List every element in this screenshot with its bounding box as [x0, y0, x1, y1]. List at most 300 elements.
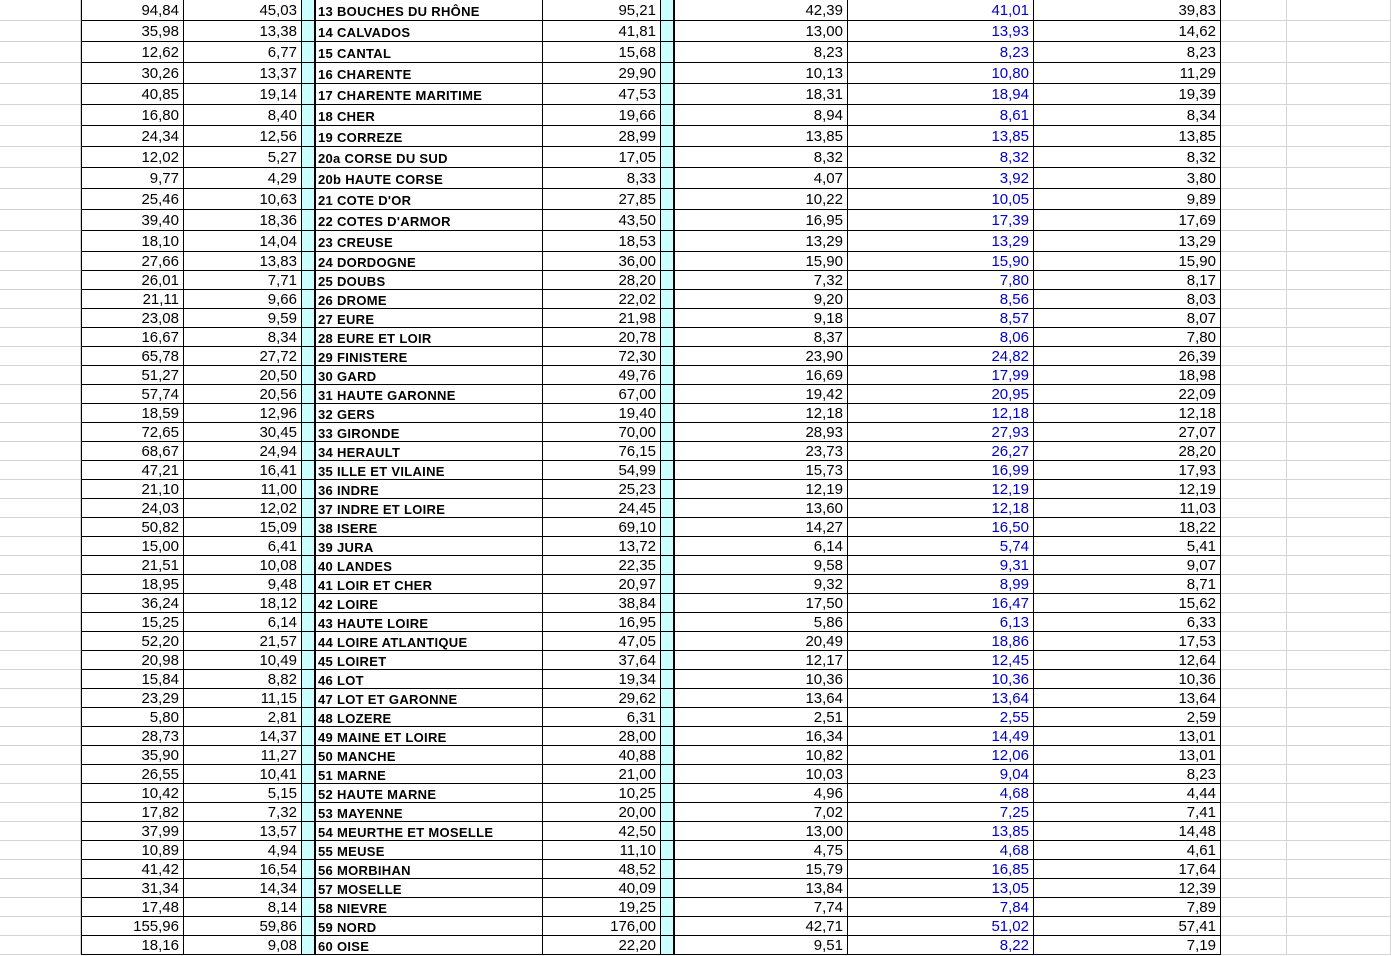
empty-cell[interactable] — [0, 841, 81, 860]
department-name-cell[interactable]: 51 MARNE — [315, 765, 543, 784]
value-col-j-cell[interactable]: 3,80 — [1034, 168, 1221, 189]
value-col-i-cell[interactable]: 16,99 — [848, 461, 1034, 480]
value-col-h-cell[interactable]: 15,90 — [674, 252, 848, 271]
value-col-j-cell[interactable]: 8,23 — [1034, 42, 1221, 63]
empty-cell[interactable] — [1287, 556, 1391, 575]
value-col-j-cell[interactable]: 8,34 — [1034, 105, 1221, 126]
separator-cell[interactable] — [302, 803, 315, 822]
empty-cell[interactable] — [1221, 404, 1287, 423]
value-col-f-cell[interactable]: 41,81 — [543, 21, 661, 42]
separator-cell[interactable] — [302, 252, 315, 271]
empty-cell[interactable] — [1287, 917, 1391, 936]
value-col-i-cell[interactable]: 8,56 — [848, 290, 1034, 309]
empty-cell[interactable] — [1287, 168, 1391, 189]
value-col-h-cell[interactable]: 10,03 — [674, 765, 848, 784]
value-col-j-cell[interactable]: 14,48 — [1034, 822, 1221, 841]
empty-cell[interactable] — [1221, 689, 1287, 708]
empty-cell[interactable] — [1287, 21, 1391, 42]
value-col-c-cell[interactable]: 6,77 — [184, 42, 302, 63]
empty-cell[interactable] — [1287, 803, 1391, 822]
value-col-b-cell[interactable]: 51,27 — [81, 366, 184, 385]
value-col-h-cell[interactable]: 10,22 — [674, 189, 848, 210]
value-col-b-cell[interactable]: 15,00 — [81, 537, 184, 556]
value-col-f-cell[interactable]: 40,09 — [543, 879, 661, 898]
empty-cell[interactable] — [1221, 461, 1287, 480]
value-col-c-cell[interactable]: 10,41 — [184, 765, 302, 784]
department-name-cell[interactable]: 53 MAYENNE — [315, 803, 543, 822]
separator-cell[interactable] — [661, 613, 674, 632]
value-col-f-cell[interactable]: 16,95 — [543, 613, 661, 632]
empty-cell[interactable] — [1221, 518, 1287, 537]
separator-cell[interactable] — [661, 632, 674, 651]
value-col-h-cell[interactable]: 42,39 — [674, 0, 848, 21]
empty-cell[interactable] — [0, 708, 81, 727]
value-col-h-cell[interactable]: 15,73 — [674, 461, 848, 480]
value-col-i-cell[interactable]: 17,39 — [848, 210, 1034, 231]
department-name-cell[interactable]: 26 DROME — [315, 290, 543, 309]
empty-cell[interactable] — [1287, 271, 1391, 290]
department-name-cell[interactable]: 55 MEUSE — [315, 841, 543, 860]
value-col-h-cell[interactable]: 4,07 — [674, 168, 848, 189]
value-col-j-cell[interactable]: 8,71 — [1034, 575, 1221, 594]
separator-cell[interactable] — [661, 936, 674, 955]
value-col-f-cell[interactable]: 19,40 — [543, 404, 661, 423]
value-col-c-cell[interactable]: 18,12 — [184, 594, 302, 613]
empty-cell[interactable] — [1287, 575, 1391, 594]
value-col-b-cell[interactable]: 30,26 — [81, 63, 184, 84]
value-col-c-cell[interactable]: 5,27 — [184, 147, 302, 168]
separator-cell[interactable] — [661, 499, 674, 518]
empty-cell[interactable] — [1287, 689, 1391, 708]
value-col-b-cell[interactable]: 15,25 — [81, 613, 184, 632]
value-col-i-cell[interactable]: 27,93 — [848, 423, 1034, 442]
value-col-h-cell[interactable]: 10,13 — [674, 63, 848, 84]
empty-cell[interactable] — [1287, 328, 1391, 347]
department-name-cell[interactable]: 22 COTES D'ARMOR — [315, 210, 543, 231]
empty-cell[interactable] — [1287, 651, 1391, 670]
value-col-c-cell[interactable]: 30,45 — [184, 423, 302, 442]
separator-cell[interactable] — [302, 42, 315, 63]
value-col-c-cell[interactable]: 7,32 — [184, 803, 302, 822]
value-col-c-cell[interactable]: 11,00 — [184, 480, 302, 499]
value-col-i-cell[interactable]: 8,61 — [848, 105, 1034, 126]
value-col-j-cell[interactable]: 17,69 — [1034, 210, 1221, 231]
department-name-cell[interactable]: 14 CALVADOS — [315, 21, 543, 42]
separator-cell[interactable] — [302, 84, 315, 105]
value-col-b-cell[interactable]: 155,96 — [81, 917, 184, 936]
value-col-f-cell[interactable]: 17,05 — [543, 147, 661, 168]
empty-cell[interactable] — [1221, 537, 1287, 556]
empty-cell[interactable] — [1221, 366, 1287, 385]
empty-cell[interactable] — [1221, 632, 1287, 651]
separator-cell[interactable] — [661, 746, 674, 765]
value-col-j-cell[interactable]: 57,41 — [1034, 917, 1221, 936]
value-col-c-cell[interactable]: 13,83 — [184, 252, 302, 271]
department-name-cell[interactable]: 49 MAINE ET LOIRE — [315, 727, 543, 746]
empty-cell[interactable] — [1287, 613, 1391, 632]
empty-cell[interactable] — [0, 309, 81, 328]
value-col-b-cell[interactable]: 36,24 — [81, 594, 184, 613]
department-name-cell[interactable]: 25 DOUBS — [315, 271, 543, 290]
value-col-i-cell[interactable]: 51,02 — [848, 917, 1034, 936]
value-col-b-cell[interactable]: 10,42 — [81, 784, 184, 803]
department-name-cell[interactable]: 48 LOZERE — [315, 708, 543, 727]
value-col-i-cell[interactable]: 7,84 — [848, 898, 1034, 917]
empty-cell[interactable] — [0, 727, 81, 746]
value-col-f-cell[interactable]: 40,88 — [543, 746, 661, 765]
empty-cell[interactable] — [1287, 727, 1391, 746]
separator-cell[interactable] — [302, 309, 315, 328]
value-col-b-cell[interactable]: 68,67 — [81, 442, 184, 461]
separator-cell[interactable] — [661, 461, 674, 480]
value-col-f-cell[interactable]: 49,76 — [543, 366, 661, 385]
value-col-c-cell[interactable]: 4,29 — [184, 168, 302, 189]
value-col-h-cell[interactable]: 13,00 — [674, 822, 848, 841]
value-col-f-cell[interactable]: 42,50 — [543, 822, 661, 841]
separator-cell[interactable] — [661, 385, 674, 404]
value-col-f-cell[interactable]: 19,34 — [543, 670, 661, 689]
value-col-f-cell[interactable]: 72,30 — [543, 347, 661, 366]
value-col-i-cell[interactable]: 13,64 — [848, 689, 1034, 708]
value-col-i-cell[interactable]: 8,32 — [848, 147, 1034, 168]
separator-cell[interactable] — [302, 231, 315, 252]
value-col-j-cell[interactable]: 11,29 — [1034, 63, 1221, 84]
separator-cell[interactable] — [302, 613, 315, 632]
separator-cell[interactable] — [302, 537, 315, 556]
empty-cell[interactable] — [1221, 613, 1287, 632]
value-col-h-cell[interactable]: 28,93 — [674, 423, 848, 442]
value-col-h-cell[interactable]: 16,34 — [674, 727, 848, 746]
value-col-f-cell[interactable]: 22,20 — [543, 936, 661, 955]
value-col-h-cell[interactable]: 16,69 — [674, 366, 848, 385]
empty-cell[interactable] — [1221, 442, 1287, 461]
department-name-cell[interactable]: 60 OISE — [315, 936, 543, 955]
value-col-c-cell[interactable]: 24,94 — [184, 442, 302, 461]
value-col-i-cell[interactable]: 4,68 — [848, 841, 1034, 860]
value-col-f-cell[interactable]: 37,64 — [543, 651, 661, 670]
value-col-h-cell[interactable]: 12,17 — [674, 651, 848, 670]
empty-cell[interactable] — [1221, 309, 1287, 328]
value-col-c-cell[interactable]: 9,66 — [184, 290, 302, 309]
empty-cell[interactable] — [1221, 126, 1287, 147]
value-col-c-cell[interactable]: 20,50 — [184, 366, 302, 385]
value-col-i-cell[interactable]: 26,27 — [848, 442, 1034, 461]
value-col-f-cell[interactable]: 13,72 — [543, 537, 661, 556]
department-name-cell[interactable]: 31 HAUTE GARONNE — [315, 385, 543, 404]
separator-cell[interactable] — [661, 404, 674, 423]
separator-cell[interactable] — [302, 841, 315, 860]
value-col-j-cell[interactable]: 9,89 — [1034, 189, 1221, 210]
empty-cell[interactable] — [1221, 765, 1287, 784]
value-col-b-cell[interactable]: 24,03 — [81, 499, 184, 518]
empty-cell[interactable] — [1221, 670, 1287, 689]
value-col-h-cell[interactable]: 17,50 — [674, 594, 848, 613]
value-col-c-cell[interactable]: 13,37 — [184, 63, 302, 84]
value-col-j-cell[interactable]: 28,20 — [1034, 442, 1221, 461]
value-col-i-cell[interactable]: 10,05 — [848, 189, 1034, 210]
separator-cell[interactable] — [661, 480, 674, 499]
department-name-cell[interactable]: 16 CHARENTE — [315, 63, 543, 84]
empty-cell[interactable] — [0, 689, 81, 708]
department-name-cell[interactable]: 24 DORDOGNE — [315, 252, 543, 271]
empty-cell[interactable] — [1221, 147, 1287, 168]
separator-cell[interactable] — [302, 480, 315, 499]
value-col-j-cell[interactable]: 17,93 — [1034, 461, 1221, 480]
separator-cell[interactable] — [661, 917, 674, 936]
value-col-j-cell[interactable]: 39,83 — [1034, 0, 1221, 21]
value-col-f-cell[interactable]: 48,52 — [543, 860, 661, 879]
empty-cell[interactable] — [1287, 84, 1391, 105]
value-col-h-cell[interactable]: 42,71 — [674, 917, 848, 936]
separator-cell[interactable] — [302, 347, 315, 366]
value-col-f-cell[interactable]: 95,21 — [543, 0, 661, 21]
empty-cell[interactable] — [0, 613, 81, 632]
empty-cell[interactable] — [1221, 841, 1287, 860]
value-col-h-cell[interactable]: 12,19 — [674, 480, 848, 499]
value-col-i-cell[interactable]: 8,57 — [848, 309, 1034, 328]
value-col-c-cell[interactable]: 16,41 — [184, 461, 302, 480]
value-col-j-cell[interactable]: 18,22 — [1034, 518, 1221, 537]
value-col-j-cell[interactable]: 7,80 — [1034, 328, 1221, 347]
separator-cell[interactable] — [302, 594, 315, 613]
value-col-j-cell[interactable]: 15,90 — [1034, 252, 1221, 271]
separator-cell[interactable] — [302, 328, 315, 347]
value-col-c-cell[interactable]: 6,41 — [184, 537, 302, 556]
value-col-h-cell[interactable]: 8,23 — [674, 42, 848, 63]
separator-cell[interactable] — [661, 860, 674, 879]
separator-cell[interactable] — [661, 290, 674, 309]
value-col-c-cell[interactable]: 10,63 — [184, 189, 302, 210]
value-col-f-cell[interactable]: 76,15 — [543, 442, 661, 461]
empty-cell[interactable] — [0, 366, 81, 385]
empty-cell[interactable] — [1287, 366, 1391, 385]
separator-cell[interactable] — [302, 290, 315, 309]
value-col-i-cell[interactable]: 24,82 — [848, 347, 1034, 366]
value-col-j-cell[interactable]: 8,03 — [1034, 290, 1221, 309]
empty-cell[interactable] — [0, 499, 81, 518]
value-col-b-cell[interactable]: 10,89 — [81, 841, 184, 860]
separator-cell[interactable] — [302, 423, 315, 442]
value-col-i-cell[interactable]: 2,55 — [848, 708, 1034, 727]
value-col-h-cell[interactable]: 13,64 — [674, 689, 848, 708]
empty-cell[interactable] — [0, 442, 81, 461]
value-col-f-cell[interactable]: 22,02 — [543, 290, 661, 309]
value-col-j-cell[interactable]: 13,01 — [1034, 727, 1221, 746]
department-name-cell[interactable]: 47 LOT ET GARONNE — [315, 689, 543, 708]
value-col-b-cell[interactable]: 65,78 — [81, 347, 184, 366]
empty-cell[interactable] — [1221, 860, 1287, 879]
value-col-j-cell[interactable]: 13,29 — [1034, 231, 1221, 252]
value-col-i-cell[interactable]: 6,13 — [848, 613, 1034, 632]
separator-cell[interactable] — [302, 632, 315, 651]
value-col-h-cell[interactable]: 8,37 — [674, 328, 848, 347]
value-col-b-cell[interactable]: 25,46 — [81, 189, 184, 210]
empty-cell[interactable] — [1221, 423, 1287, 442]
value-col-h-cell[interactable]: 13,85 — [674, 126, 848, 147]
separator-cell[interactable] — [302, 442, 315, 461]
value-col-c-cell[interactable]: 45,03 — [184, 0, 302, 21]
value-col-f-cell[interactable]: 28,99 — [543, 126, 661, 147]
value-col-h-cell[interactable]: 6,14 — [674, 537, 848, 556]
separator-cell[interactable] — [661, 347, 674, 366]
value-col-f-cell[interactable]: 11,10 — [543, 841, 661, 860]
value-col-j-cell[interactable]: 8,32 — [1034, 147, 1221, 168]
empty-cell[interactable] — [1221, 879, 1287, 898]
empty-cell[interactable] — [1287, 898, 1391, 917]
value-col-f-cell[interactable]: 70,00 — [543, 423, 661, 442]
empty-cell[interactable] — [0, 461, 81, 480]
empty-cell[interactable] — [1287, 879, 1391, 898]
empty-cell[interactable] — [1221, 21, 1287, 42]
value-col-i-cell[interactable]: 9,31 — [848, 556, 1034, 575]
value-col-i-cell[interactable]: 13,29 — [848, 231, 1034, 252]
value-col-j-cell[interactable]: 17,53 — [1034, 632, 1221, 651]
empty-cell[interactable] — [1221, 708, 1287, 727]
value-col-b-cell[interactable]: 27,66 — [81, 252, 184, 271]
separator-cell[interactable] — [661, 126, 674, 147]
value-col-b-cell[interactable]: 18,16 — [81, 936, 184, 955]
empty-cell[interactable] — [0, 746, 81, 765]
value-col-i-cell[interactable]: 16,50 — [848, 518, 1034, 537]
department-name-cell[interactable]: 32 GERS — [315, 404, 543, 423]
value-col-j-cell[interactable]: 12,39 — [1034, 879, 1221, 898]
empty-cell[interactable] — [1287, 841, 1391, 860]
separator-cell[interactable] — [302, 670, 315, 689]
value-col-b-cell[interactable]: 40,85 — [81, 84, 184, 105]
empty-cell[interactable] — [1287, 461, 1391, 480]
value-col-h-cell[interactable]: 23,73 — [674, 442, 848, 461]
separator-cell[interactable] — [302, 746, 315, 765]
value-col-b-cell[interactable]: 94,84 — [81, 0, 184, 21]
separator-cell[interactable] — [661, 689, 674, 708]
department-name-cell[interactable]: 39 JURA — [315, 537, 543, 556]
value-col-c-cell[interactable]: 19,14 — [184, 84, 302, 105]
value-col-c-cell[interactable]: 8,40 — [184, 105, 302, 126]
value-col-b-cell[interactable]: 28,73 — [81, 727, 184, 746]
value-col-b-cell[interactable]: 35,90 — [81, 746, 184, 765]
empty-cell[interactable] — [1221, 231, 1287, 252]
empty-cell[interactable] — [0, 147, 81, 168]
department-name-cell[interactable]: 28 EURE ET LOIR — [315, 328, 543, 347]
value-col-h-cell[interactable]: 7,32 — [674, 271, 848, 290]
value-col-b-cell[interactable]: 18,95 — [81, 575, 184, 594]
empty-cell[interactable] — [1221, 727, 1287, 746]
value-col-j-cell[interactable]: 8,23 — [1034, 765, 1221, 784]
value-col-h-cell[interactable]: 13,84 — [674, 879, 848, 898]
value-col-h-cell[interactable]: 10,82 — [674, 746, 848, 765]
value-col-j-cell[interactable]: 7,19 — [1034, 936, 1221, 955]
empty-cell[interactable] — [1221, 385, 1287, 404]
value-col-f-cell[interactable]: 8,33 — [543, 168, 661, 189]
value-col-b-cell[interactable]: 24,34 — [81, 126, 184, 147]
empty-cell[interactable] — [1221, 252, 1287, 271]
department-name-cell[interactable]: 36 INDRE — [315, 480, 543, 499]
separator-cell[interactable] — [661, 0, 674, 21]
value-col-c-cell[interactable]: 14,04 — [184, 231, 302, 252]
department-name-cell[interactable]: 56 MORBIHAN — [315, 860, 543, 879]
empty-cell[interactable] — [1221, 189, 1287, 210]
department-name-cell[interactable]: 40 LANDES — [315, 556, 543, 575]
value-col-c-cell[interactable]: 14,34 — [184, 879, 302, 898]
empty-cell[interactable] — [1221, 822, 1287, 841]
separator-cell[interactable] — [302, 879, 315, 898]
value-col-i-cell[interactable]: 15,90 — [848, 252, 1034, 271]
separator-cell[interactable] — [661, 594, 674, 613]
value-col-j-cell[interactable]: 13,64 — [1034, 689, 1221, 708]
separator-cell[interactable] — [302, 404, 315, 423]
value-col-j-cell[interactable]: 4,44 — [1034, 784, 1221, 803]
empty-cell[interactable] — [1287, 252, 1391, 271]
separator-cell[interactable] — [302, 936, 315, 955]
value-col-i-cell[interactable]: 3,92 — [848, 168, 1034, 189]
empty-cell[interactable] — [0, 936, 81, 955]
value-col-i-cell[interactable]: 8,22 — [848, 936, 1034, 955]
value-col-c-cell[interactable]: 8,34 — [184, 328, 302, 347]
empty-cell[interactable] — [0, 231, 81, 252]
separator-cell[interactable] — [302, 105, 315, 126]
separator-cell[interactable] — [661, 105, 674, 126]
empty-cell[interactable] — [1287, 423, 1391, 442]
department-name-cell[interactable]: 44 LOIRE ATLANTIQUE — [315, 632, 543, 651]
value-col-i-cell[interactable]: 12,06 — [848, 746, 1034, 765]
value-col-j-cell[interactable]: 15,62 — [1034, 594, 1221, 613]
value-col-f-cell[interactable]: 28,20 — [543, 271, 661, 290]
separator-cell[interactable] — [661, 423, 674, 442]
value-col-j-cell[interactable]: 17,64 — [1034, 860, 1221, 879]
empty-cell[interactable] — [0, 0, 81, 21]
department-name-cell[interactable]: 19 CORREZE — [315, 126, 543, 147]
separator-cell[interactable] — [661, 442, 674, 461]
value-col-c-cell[interactable]: 27,72 — [184, 347, 302, 366]
empty-cell[interactable] — [1287, 105, 1391, 126]
value-col-b-cell[interactable]: 52,20 — [81, 632, 184, 651]
empty-cell[interactable] — [0, 803, 81, 822]
department-name-cell[interactable]: 20a CORSE DU SUD — [315, 147, 543, 168]
empty-cell[interactable] — [0, 168, 81, 189]
empty-cell[interactable] — [1287, 632, 1391, 651]
value-col-f-cell[interactable]: 10,25 — [543, 784, 661, 803]
value-col-h-cell[interactable]: 13,29 — [674, 231, 848, 252]
empty-cell[interactable] — [1287, 708, 1391, 727]
value-col-c-cell[interactable]: 13,57 — [184, 822, 302, 841]
empty-cell[interactable] — [0, 860, 81, 879]
empty-cell[interactable] — [1221, 84, 1287, 105]
value-col-j-cell[interactable]: 12,19 — [1034, 480, 1221, 499]
department-name-cell[interactable]: 20b HAUTE CORSE — [315, 168, 543, 189]
value-col-h-cell[interactable]: 4,75 — [674, 841, 848, 860]
department-name-cell[interactable]: 38 ISERE — [315, 518, 543, 537]
empty-cell[interactable] — [0, 632, 81, 651]
value-col-b-cell[interactable]: 12,02 — [81, 147, 184, 168]
separator-cell[interactable] — [302, 385, 315, 404]
empty-cell[interactable] — [0, 917, 81, 936]
empty-cell[interactable] — [1221, 575, 1287, 594]
value-col-h-cell[interactable]: 15,79 — [674, 860, 848, 879]
empty-cell[interactable] — [0, 765, 81, 784]
value-col-f-cell[interactable]: 21,98 — [543, 309, 661, 328]
value-col-i-cell[interactable]: 8,99 — [848, 575, 1034, 594]
separator-cell[interactable] — [302, 822, 315, 841]
value-col-i-cell[interactable]: 5,74 — [848, 537, 1034, 556]
empty-cell[interactable] — [1287, 537, 1391, 556]
value-col-c-cell[interactable]: 6,14 — [184, 613, 302, 632]
separator-cell[interactable] — [661, 168, 674, 189]
separator-cell[interactable] — [661, 366, 674, 385]
value-col-h-cell[interactable]: 8,94 — [674, 105, 848, 126]
separator-cell[interactable] — [302, 765, 315, 784]
department-name-cell[interactable]: 57 MOSELLE — [315, 879, 543, 898]
separator-cell[interactable] — [302, 461, 315, 480]
